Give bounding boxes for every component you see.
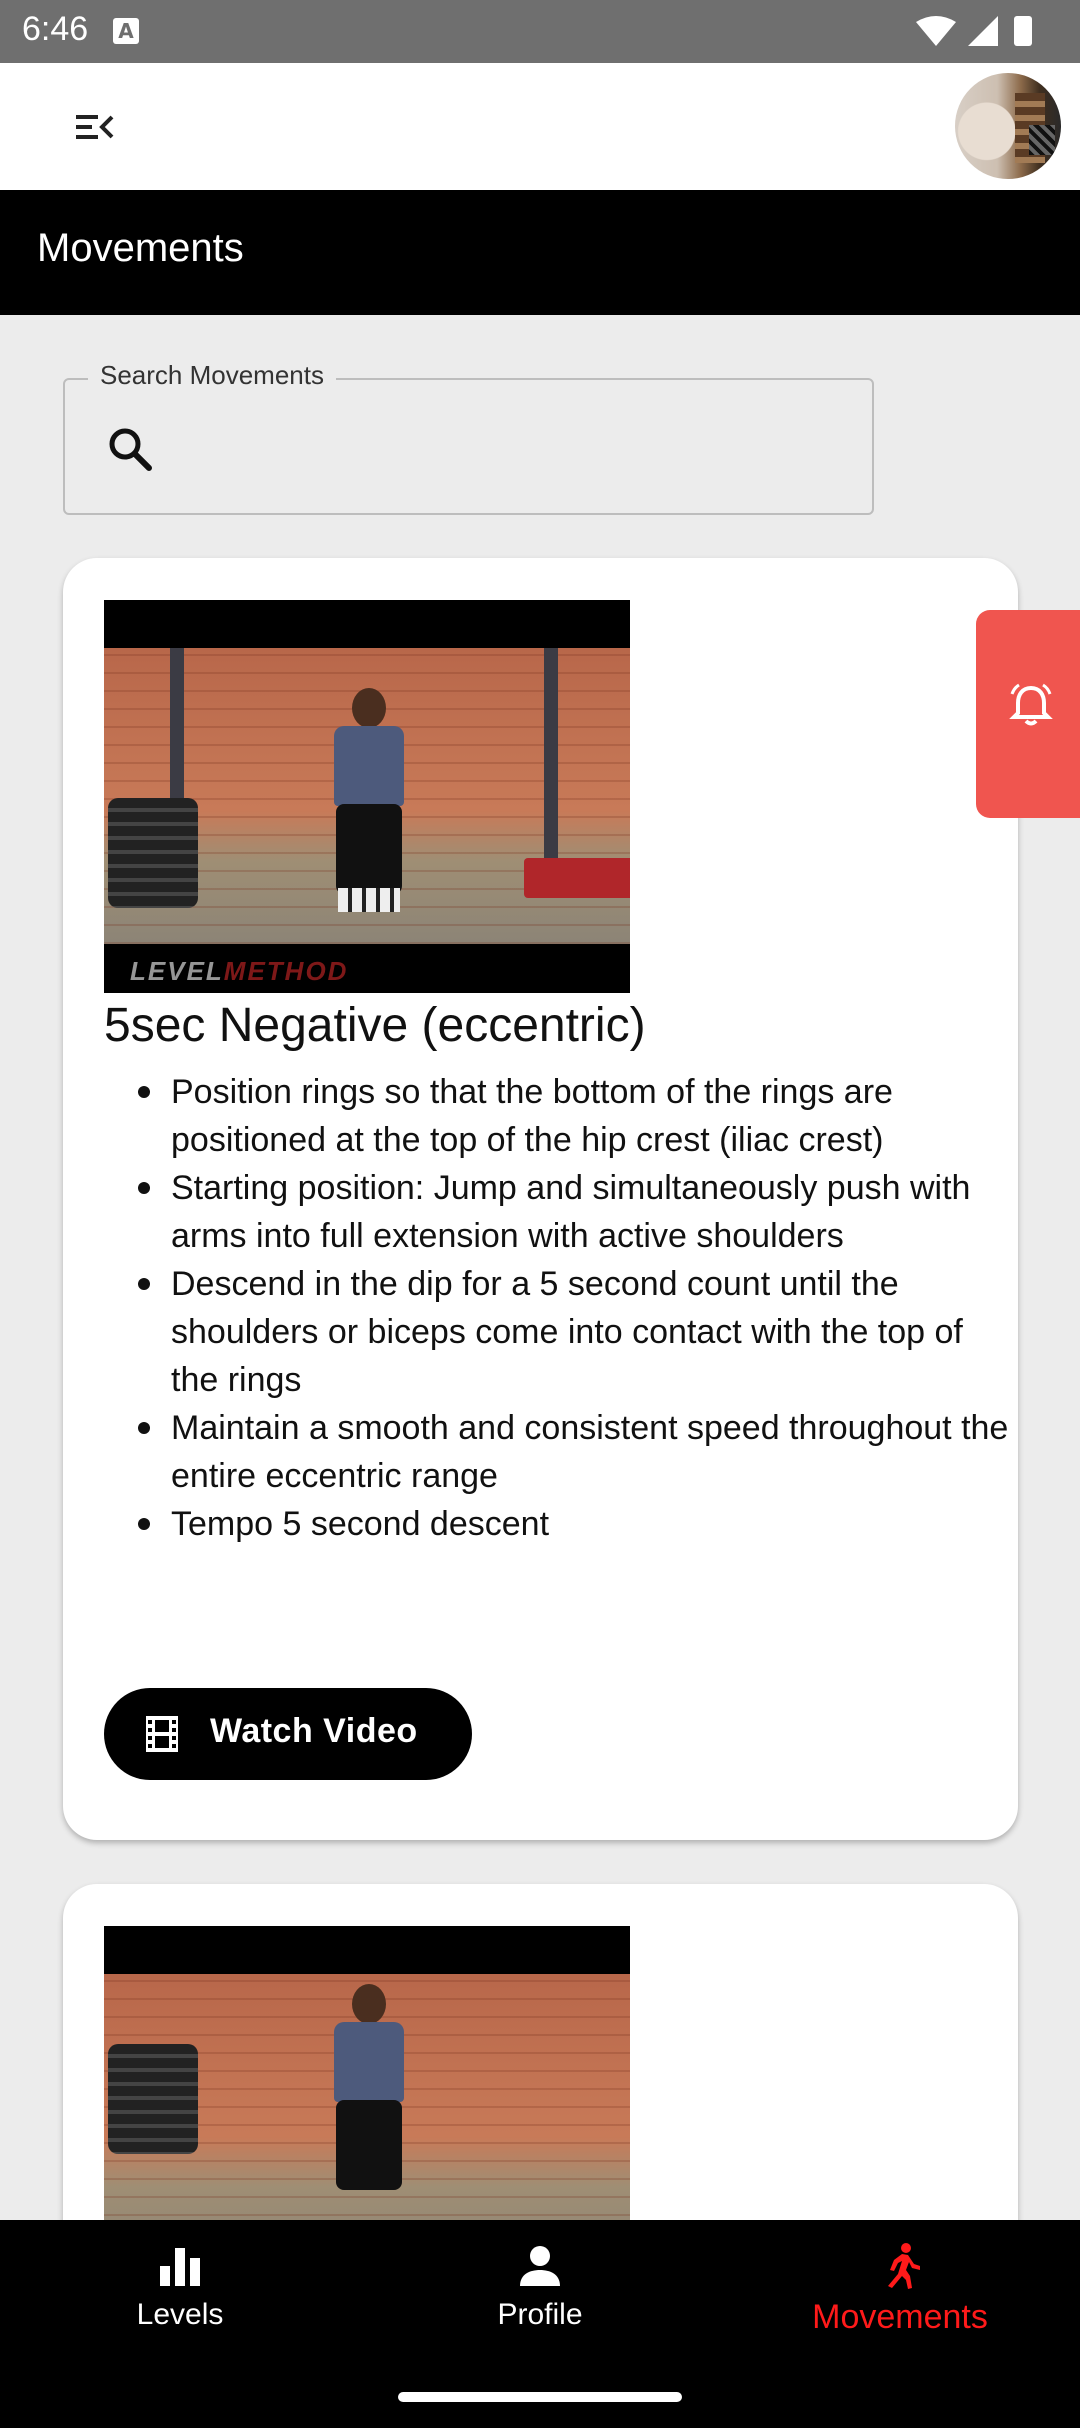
bottom-navigation	[0, 2220, 1080, 2428]
instruction-item: Starting position: Jump and simultaneously push with arms into full extension with active shoulders	[171, 1164, 1011, 1260]
nav-item-profile[interactable]	[390, 2242, 690, 2352]
watermark-level: LEVEL	[130, 956, 224, 986]
instruction-item: Tempo 5 second descent	[171, 1500, 1011, 1548]
athlete-torso	[334, 2022, 404, 2102]
video-watermark	[130, 956, 348, 987]
alert-tab[interactable]	[976, 610, 1080, 818]
movement-video-thumbnail[interactable]	[104, 600, 630, 993]
battery-icon	[1014, 16, 1032, 46]
page-header	[0, 190, 1080, 315]
menu-collapse-icon[interactable]	[70, 107, 118, 147]
page-title: Movements	[37, 226, 244, 270]
thumbnail-scene	[104, 1974, 630, 2226]
watermark-method: METHOD	[223, 956, 349, 986]
home-indicator[interactable]	[398, 2392, 682, 2402]
nav-item-movements[interactable]	[750, 2242, 1050, 2352]
athlete-socks	[338, 888, 400, 912]
thumbnail-scene	[104, 648, 630, 986]
app-bar	[0, 63, 1080, 190]
search-icon	[105, 424, 155, 474]
watch-video-label: Watch Video	[210, 1712, 418, 1750]
notification-icon: A	[113, 18, 139, 44]
signal-icon	[968, 16, 998, 46]
movement-card	[63, 558, 1018, 1840]
running-person-icon	[876, 2242, 924, 2290]
movement-video-thumbnail[interactable]	[104, 1926, 630, 2226]
movement-title: 5sec Negative (eccentric)	[104, 999, 646, 1052]
person-icon	[516, 2242, 564, 2290]
nav-label-profile: Profile	[497, 2298, 583, 2331]
athlete-legs	[336, 2100, 402, 2190]
alarm-bell-icon	[1006, 680, 1056, 730]
weight-plates	[108, 2044, 198, 2154]
movement-instructions	[171, 1068, 1011, 1548]
nav-item-levels[interactable]	[30, 2242, 330, 2352]
nav-label-levels: Levels	[136, 2298, 224, 2331]
instruction-item: Maintain a smooth and consistent speed throughout the entire eccentric range	[171, 1404, 1011, 1500]
athlete-head	[352, 688, 386, 728]
search-input[interactable]	[175, 410, 855, 486]
search-field[interactable]	[63, 378, 874, 515]
watch-video-button[interactable]	[104, 1688, 472, 1780]
system-status-icons	[910, 14, 1050, 48]
athlete-head	[352, 1984, 386, 2024]
nav-label-movements: Movements	[812, 2298, 988, 2336]
athlete-torso	[334, 726, 404, 806]
status-bar	[0, 0, 1080, 63]
red-plyo-boxes	[524, 858, 630, 898]
instruction-item: Descend in the dip for a 5 second count until the shoulders or biceps come into contact with the top of the rings	[171, 1260, 1011, 1404]
bar-chart-icon	[156, 2242, 204, 2290]
avatar[interactable]	[955, 73, 1061, 179]
wifi-icon	[916, 16, 956, 46]
search-label: Search Movements	[88, 360, 336, 391]
rack-post	[544, 648, 558, 888]
film-icon	[142, 1714, 182, 1754]
weight-plates	[108, 798, 198, 908]
instruction-item: Position rings so that the bottom of the rings are positioned at the top of the hip crest (iliac crest)	[171, 1068, 1011, 1164]
avatar-image-detail	[1029, 125, 1055, 155]
athlete-legs	[336, 804, 402, 894]
athlete-figure	[324, 1984, 414, 2224]
athlete-figure	[324, 688, 414, 928]
status-time: 6:46	[22, 10, 89, 48]
